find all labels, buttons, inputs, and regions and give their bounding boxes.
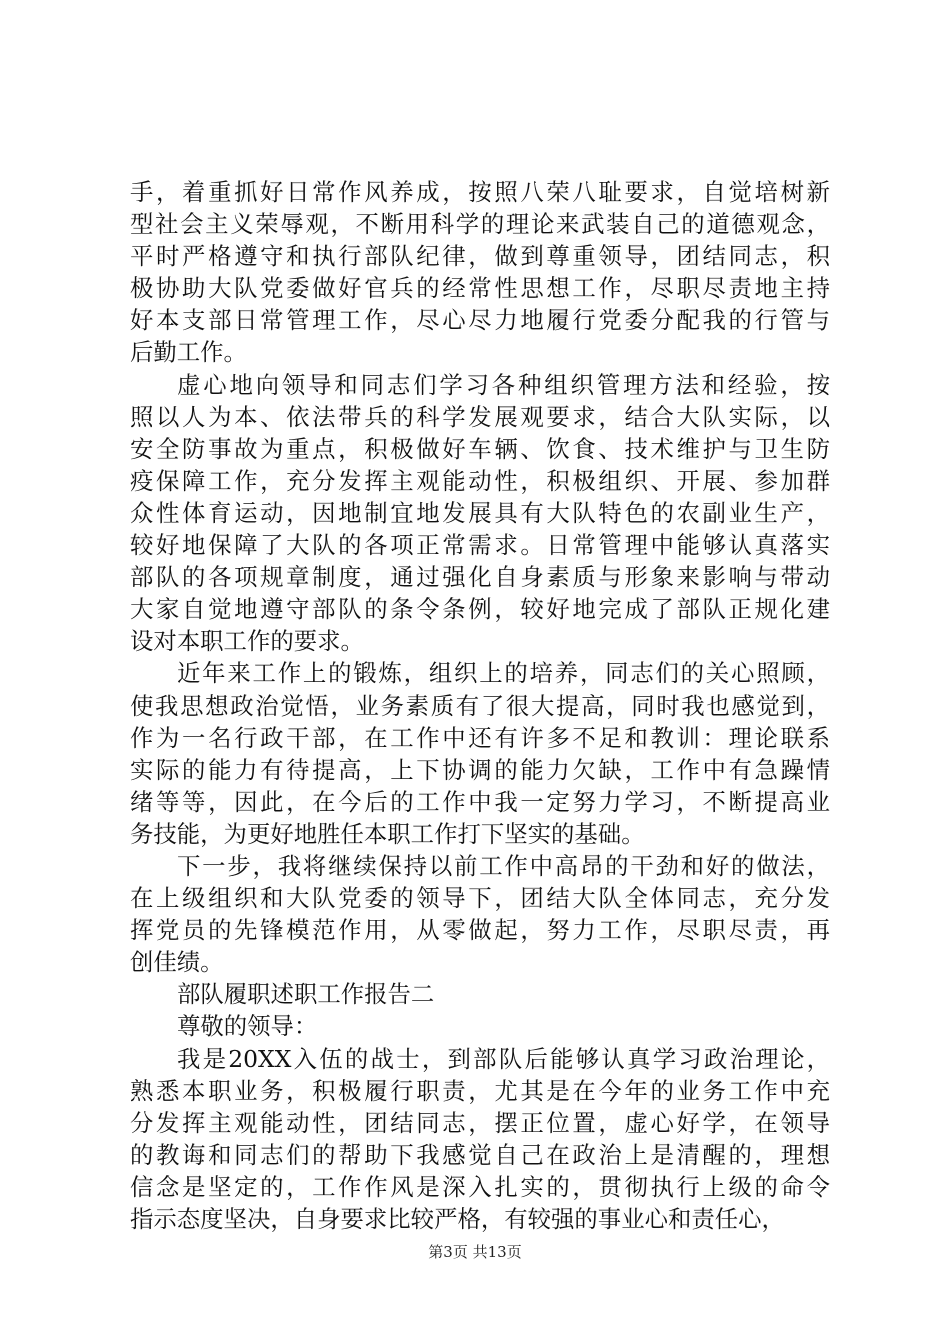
text-line: 务技能，为更好地胜任本职工作打下坚实的基础。: [130, 819, 645, 848]
text-line: 实际的能力有待提高，上下协调的能力欠缺，工作中有急躁情: [130, 755, 830, 784]
text-line: 我是20XX入伍的战士，到部队后能够认真学习政治理论，: [177, 1044, 830, 1073]
body-text: [130, 176, 830, 1235]
text-line: 挥党员的先锋模范作用，从零做起，努力工作，尽职尽责，再: [130, 916, 830, 945]
text-line: 平时严格遵守和执行部队纪律，做到尊重领导，团结同志，积: [130, 242, 830, 271]
text-line: 大家自觉地遵守部队的条令条例，较好地完成了部队正规化建: [130, 595, 830, 624]
text-line: 疫保障工作，充分发挥主观能动性，积极组织、开展、参加群: [130, 466, 830, 495]
page-footer: 第3页 共13页: [428, 1243, 522, 1261]
text-line: 部队履职述职工作报告二: [177, 980, 435, 1009]
text-line: 绪等等，因此，在今后的工作中我一定努力学习，不断提高业: [130, 787, 830, 816]
text-line: 好本支部日常管理工作，尽心尽力地履行党委分配我的行管与: [130, 306, 830, 335]
text-line: 较好地保障了大队的各项正常需求。日常管理中能够认真落实: [130, 531, 830, 560]
text-line: 部队的各项规章制度，通过强化自身素质与形象来影响与带动: [130, 563, 830, 592]
text-line: 后勤工作。: [130, 338, 247, 367]
text-line: 下一步，我将继续保持以前工作中高昂的干劲和好的做法，: [177, 851, 830, 880]
text-line: 安全防事故为重点，积极做好车辆、饮食、技术维护与卫生防: [130, 434, 830, 463]
text-line: 虚心地向领导和同志们学习各种组织管理方法和经验，按: [177, 370, 830, 399]
text-line: 创佳绩。: [130, 948, 224, 977]
text-line: 极协助大队党委做好官兵的经常性思想工作，尽职尽责地主持: [130, 274, 830, 303]
text-line: 信念是坚定的，工作作风是深入扎实的，贯彻执行上级的命令: [130, 1172, 830, 1201]
text-line: 众性体育运动，因地制宜地发展具有大队特色的农副业生产，: [130, 498, 830, 527]
text-line: 作为一名行政干部，在工作中还有许多不足和教训：理论联系: [130, 723, 830, 752]
text-line: 分发挥主观能动性，团结同志，摆正位置，虚心好学，在领导: [130, 1108, 830, 1137]
text-line: 设对本职工作的要求。: [130, 627, 364, 656]
text-line: 尊敬的领导：: [177, 1012, 318, 1041]
text-line: 手，着重抓好日常作风养成，按照八荣八耻要求，自觉培树新: [130, 178, 830, 206]
text-line: 照以人为本、依法带兵的科学发展观要求，结合大队实际，以: [130, 402, 830, 431]
text-line: 的教诲和同志们的帮助下我感觉自己在政治上是清醒的，理想: [130, 1140, 830, 1169]
text-line: 在上级组织和大队党委的领导下，团结大队全体同志，充分发: [130, 884, 830, 913]
text-line: 使我思想政治觉悟，业务素质有了很大提高，同时我也感觉到，: [130, 691, 830, 720]
text-line: 指示态度坚决，自身要求比较严格，有较强的事业心和责任心，: [130, 1205, 785, 1233]
text-line: 近年来工作上的锻炼，组织上的培养，同志们的关心照顾，: [177, 659, 830, 688]
text-line: 熟悉本职业务，积极履行职责，尤其是在今年的业务工作中充: [130, 1076, 830, 1105]
text-line: 型社会主义荣辱观，不断用科学的理论来武装自己的道德观念，: [130, 210, 830, 239]
